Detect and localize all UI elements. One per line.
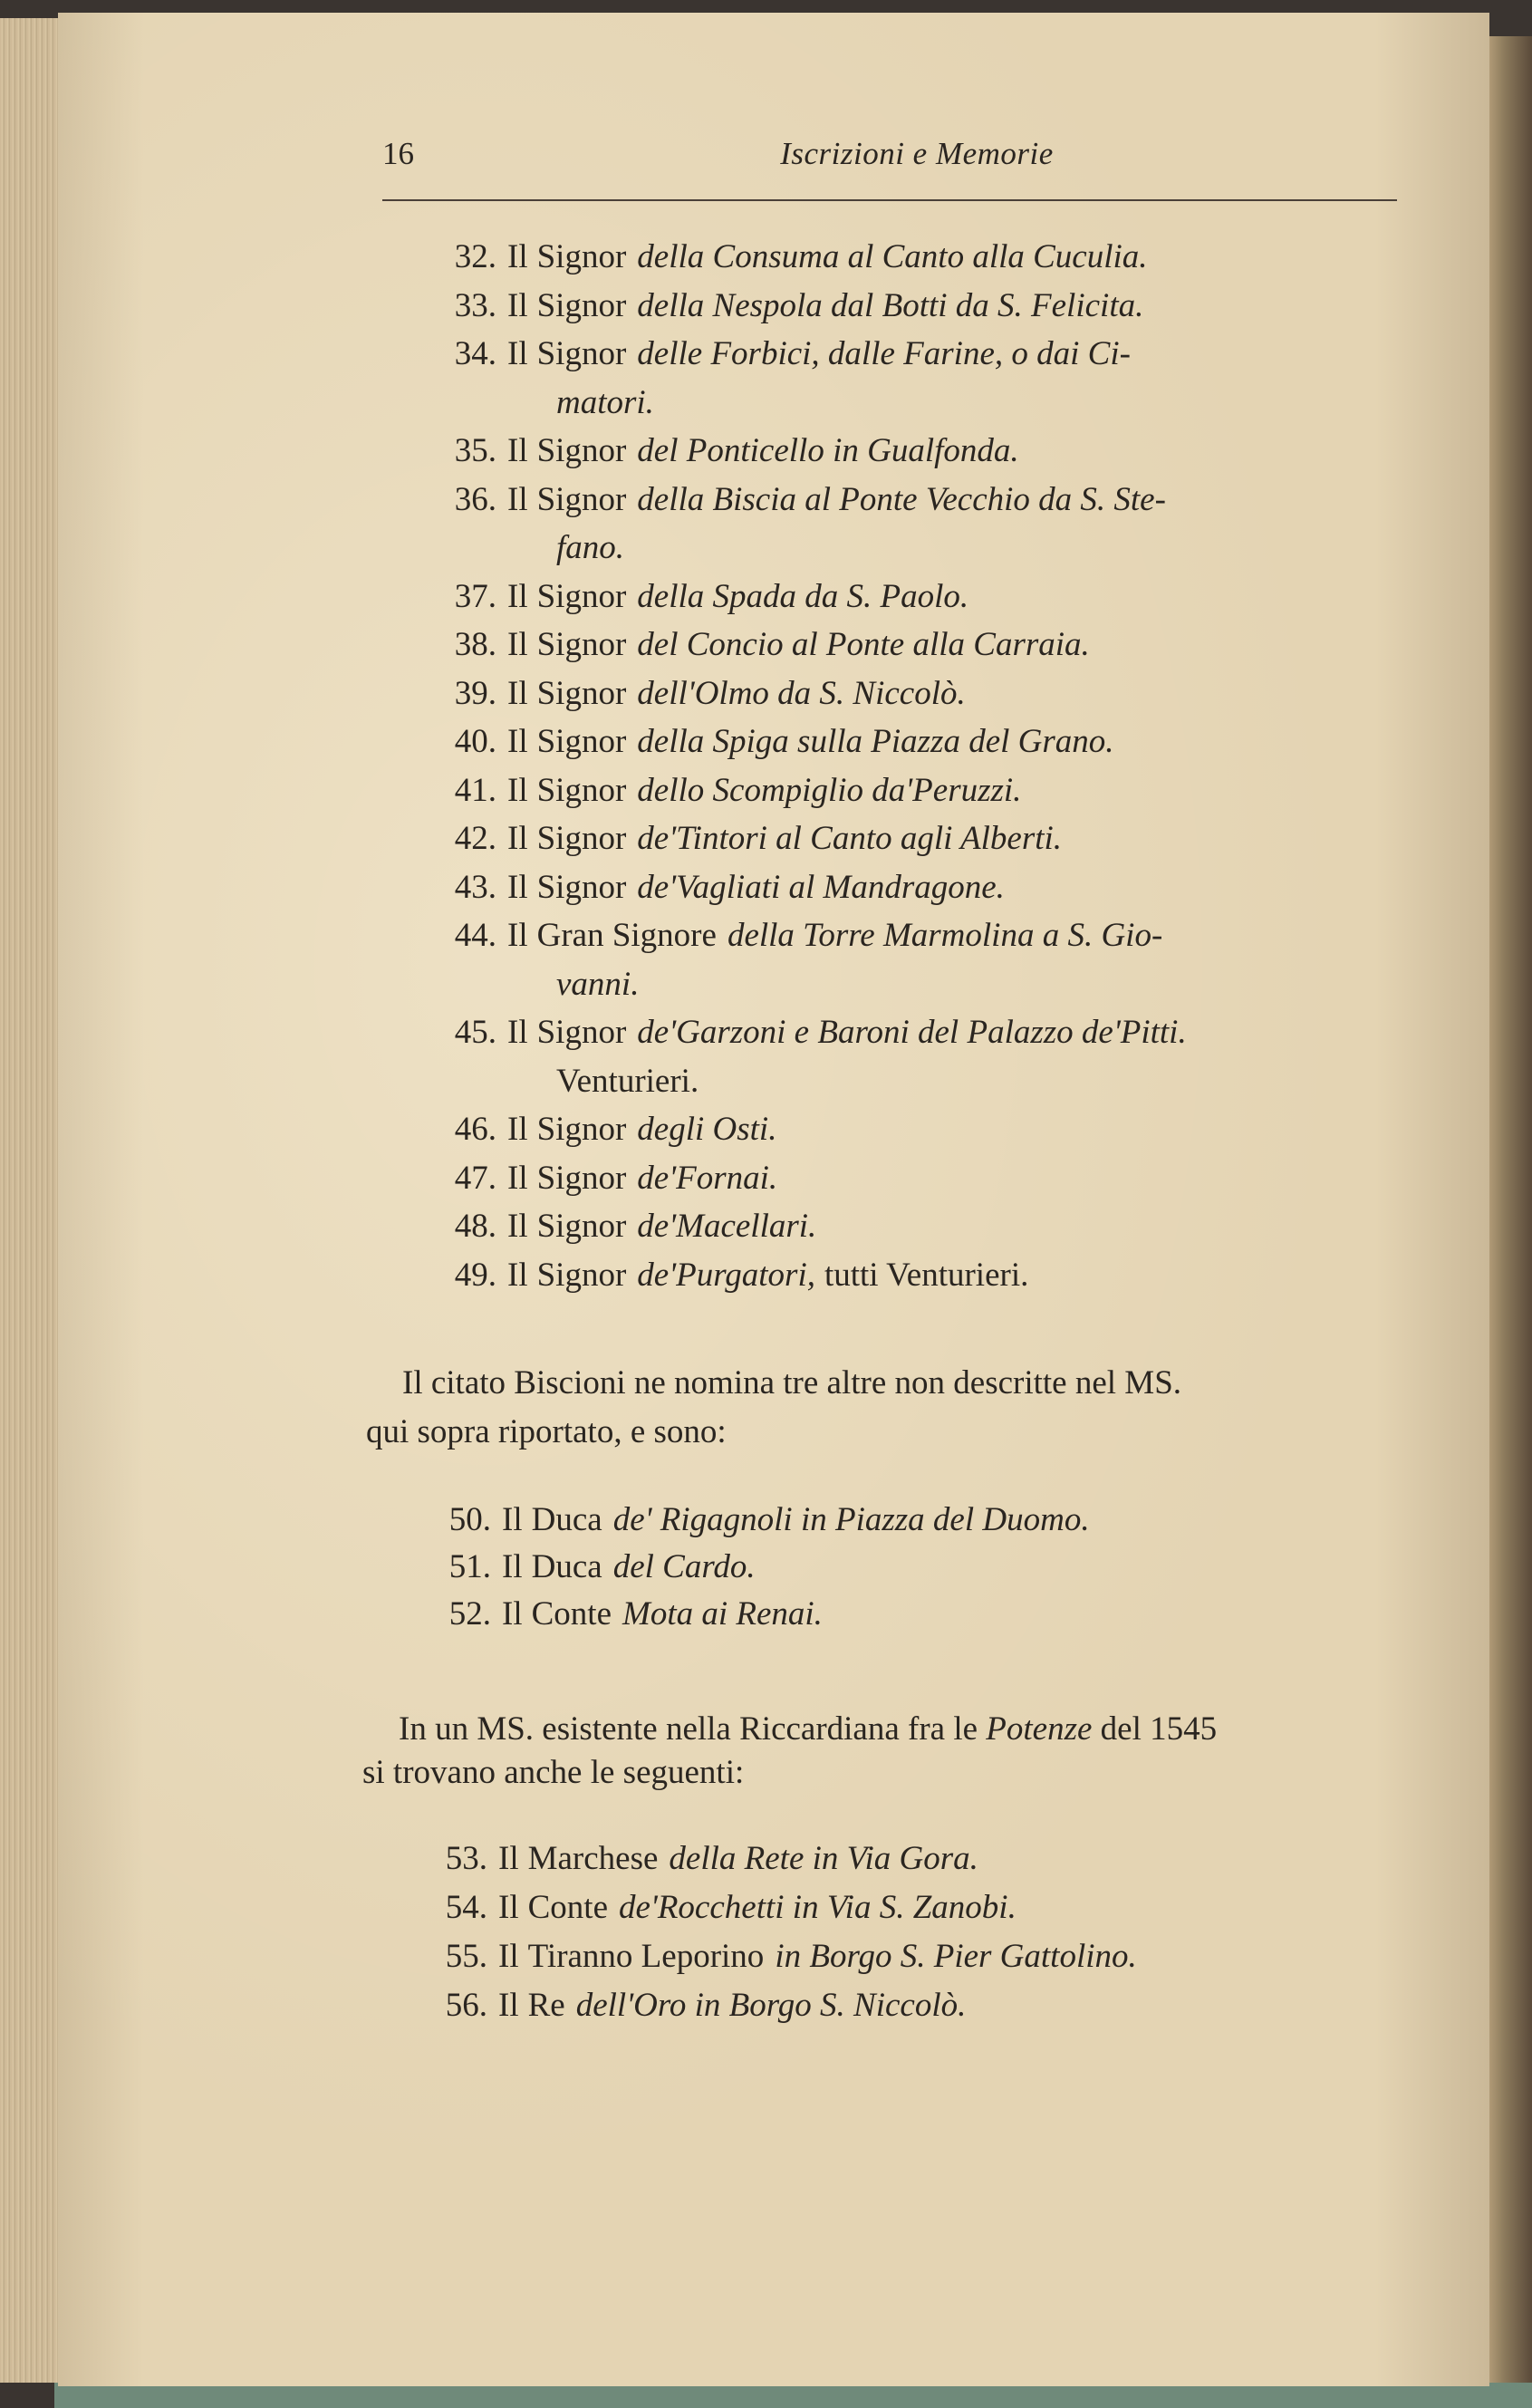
list-item	[426, 1547, 756, 1587]
item-number: 39.	[454, 674, 496, 712]
item-title: Marchese	[527, 1840, 659, 1877]
item-title: Signor	[536, 238, 627, 275]
item-place: della Consuma al Canto alla Cuculia.	[637, 238, 1148, 275]
item-article: Il	[502, 1595, 523, 1633]
list-item	[431, 722, 1114, 762]
item-place: delle Forbici, dalle Farine, o dai Ci-	[637, 335, 1131, 372]
list-item	[431, 1110, 776, 1150]
item-place: del Cardo.	[612, 1548, 756, 1585]
item-title: Signor	[536, 432, 627, 469]
item-title: Signor	[536, 335, 627, 372]
item-article: Il	[507, 820, 528, 857]
paragraph-riccardiana-italic: Potenze	[986, 1710, 1093, 1748]
list-item	[431, 868, 1005, 908]
item-place: de'Purgatori,	[637, 1256, 815, 1294]
item-title: Signor	[536, 626, 627, 663]
item-place: della Torre Marmolina a S. Gio-	[727, 917, 1163, 954]
item-continuation: matori.	[556, 383, 654, 421]
item-place: del Ponticello in Gualfonda.	[637, 432, 1019, 469]
item-title: Signor	[536, 1159, 627, 1197]
item-place: della Rete in Via Gora.	[669, 1840, 978, 1877]
item-place: dello Scompiglio da'Peruzzi.	[637, 771, 1022, 809]
list-item	[422, 1937, 1137, 1977]
item-article: Il	[507, 432, 528, 469]
paragraph-riccardiana-text-a: In un MS. esistente nella Riccardiana fra le	[399, 1710, 978, 1748]
list-item	[431, 819, 1062, 859]
item-continuation: Venturieri.	[556, 1062, 699, 1100]
item-title: Conte	[531, 1595, 612, 1633]
item-article: Il	[507, 674, 528, 712]
item-place: della Nespola dal Botti da S. Felicita.	[637, 286, 1144, 324]
item-number: 48.	[454, 1208, 496, 1245]
list-item	[431, 431, 1019, 471]
item-title: Gran Signore	[536, 917, 717, 954]
item-article: Il	[498, 1987, 519, 2024]
item-title: Signor	[536, 723, 627, 760]
item-title: Signor	[536, 577, 627, 615]
book-cover-edge	[1486, 36, 1532, 2392]
item-article: Il	[507, 723, 528, 760]
book-cover-bottom	[54, 2383, 1532, 2408]
item-article: Il	[502, 1548, 523, 1585]
item-article: Il	[507, 286, 528, 324]
item-number: 42.	[454, 820, 496, 857]
item-number: 49.	[454, 1256, 496, 1294]
item-number: 44.	[454, 917, 496, 954]
item-number: 54.	[445, 1889, 487, 1926]
list-item	[431, 1207, 816, 1247]
list-item	[422, 1839, 978, 1879]
item-place: de'Garzoni e Baroni del Palazzo de'Pitti.	[637, 1014, 1187, 1051]
item-place: de'Fornai.	[637, 1159, 778, 1197]
list-item	[431, 1159, 777, 1199]
item-number: 34.	[454, 335, 496, 372]
item-number: 53.	[445, 1840, 487, 1877]
list-item	[431, 286, 1143, 326]
item-article: Il	[507, 1159, 528, 1197]
list-item	[431, 916, 1162, 956]
list-item	[431, 1256, 1028, 1296]
item-article: Il	[498, 1840, 519, 1877]
item-number: 36.	[454, 480, 496, 518]
item-place: della Spada da S. Paolo.	[637, 577, 969, 615]
paragraph-biscioni-line1: Il citato Biscioni ne nomina tre altre non descritte nel MS.	[402, 1364, 1182, 1401]
running-title: Iscrizioni e Memorie	[780, 136, 1054, 171]
item-number: 32.	[454, 238, 496, 275]
list-item	[431, 577, 968, 617]
list-item	[426, 1500, 1090, 1540]
item-place: de'Macellari.	[637, 1208, 817, 1245]
item-number: 40.	[454, 723, 496, 760]
item-title: Signor	[536, 286, 627, 324]
page-header	[382, 134, 1397, 190]
item-title: Conte	[527, 1889, 608, 1926]
item-article: Il	[507, 335, 528, 372]
item-place: de'Vagliati al Mandragone.	[637, 868, 1005, 906]
item-place: de'Tintori al Canto agli Alberti.	[637, 820, 1063, 857]
item-place: del Concio al Ponte alla Carraia.	[637, 626, 1090, 663]
header-rule	[382, 199, 1397, 201]
item-number: 45.	[454, 1014, 496, 1051]
item-article: Il	[507, 1256, 528, 1294]
item-number: 52.	[448, 1595, 491, 1633]
item-article: Il	[502, 1501, 523, 1538]
item-place: della Spiga sulla Piazza del Grano.	[637, 723, 1114, 760]
list-item	[431, 480, 1166, 520]
paragraph-riccardiana-line2: si trovano anche le seguenti:	[362, 1754, 745, 1791]
item-article: Il	[507, 480, 528, 518]
list-item	[422, 1986, 966, 2026]
item-place: dell'Oro in Borgo S. Niccolò.	[575, 1987, 967, 2024]
item-place: de'Rocchetti in Via S. Zanobi.	[619, 1889, 1017, 1926]
item-continuation: vanni.	[556, 965, 640, 1003]
item-place: in Borgo S. Pier Gattolino.	[775, 1938, 1137, 1975]
paragraph-riccardiana-line1	[399, 1710, 1217, 1749]
item-continuation: fano.	[556, 529, 625, 566]
list-item	[422, 1888, 1017, 1928]
item-place: Mota ai Renai.	[622, 1595, 823, 1633]
item-article: Il	[507, 1111, 528, 1148]
item-article: Il	[507, 577, 528, 615]
item-title: Duca	[531, 1501, 602, 1538]
item-title: Duca	[531, 1548, 602, 1585]
list-item	[431, 1013, 1187, 1053]
list-item	[431, 771, 1021, 811]
list-item	[426, 1594, 823, 1634]
item-place: de' Rigagnoli in Piazza del Duomo.	[612, 1501, 1090, 1538]
item-number: 35.	[454, 432, 496, 469]
item-title: Signor	[536, 868, 627, 906]
item-article: Il	[498, 1938, 519, 1975]
item-place: dell'Olmo da S. Niccolò.	[637, 674, 966, 712]
list-item	[431, 625, 1090, 665]
page-edges	[0, 18, 63, 2383]
item-number: 47.	[454, 1159, 496, 1197]
item-article: Il	[507, 1208, 528, 1245]
paragraph-biscioni-line2: qui sopra riportato, e sono:	[366, 1413, 727, 1450]
item-suffix: tutti Venturieri.	[824, 1256, 1029, 1294]
paragraph-riccardiana-text-b: del 1545	[1100, 1710, 1218, 1748]
item-title: Signor	[536, 480, 627, 518]
item-title: Signor	[536, 1208, 627, 1245]
item-title: Signor	[536, 674, 627, 712]
item-article: Il	[507, 771, 528, 809]
item-number: 51.	[448, 1548, 491, 1585]
item-number: 50.	[448, 1501, 491, 1538]
item-number: 41.	[454, 771, 496, 809]
item-number: 56.	[445, 1987, 487, 2024]
item-place: della Biscia al Ponte Vecchio da S. Ste-	[637, 480, 1166, 518]
list-item	[431, 674, 966, 714]
list-item	[431, 334, 1131, 374]
item-number: 38.	[454, 626, 496, 663]
item-title: Signor	[536, 1014, 627, 1051]
item-number: 37.	[454, 577, 496, 615]
item-article: Il	[507, 1014, 528, 1051]
item-article: Il	[507, 917, 528, 954]
item-number: 43.	[454, 868, 496, 906]
item-title: Signor	[536, 1111, 627, 1148]
item-title: Signor	[536, 820, 627, 857]
item-title: Signor	[536, 1256, 627, 1294]
item-article: Il	[507, 868, 528, 906]
item-article: Il	[507, 238, 528, 275]
item-title: Re	[527, 1987, 565, 2024]
item-number: 33.	[454, 286, 496, 324]
item-title: Signor	[536, 771, 627, 809]
list-item	[431, 237, 1148, 277]
item-place: degli Osti.	[637, 1111, 777, 1148]
item-number: 46.	[454, 1111, 496, 1148]
item-article: Il	[498, 1889, 519, 1926]
item-article: Il	[507, 626, 528, 663]
item-title: Tiranno Leporino	[527, 1938, 765, 1975]
page-number: 16	[382, 136, 414, 171]
item-number: 55.	[445, 1938, 487, 1975]
